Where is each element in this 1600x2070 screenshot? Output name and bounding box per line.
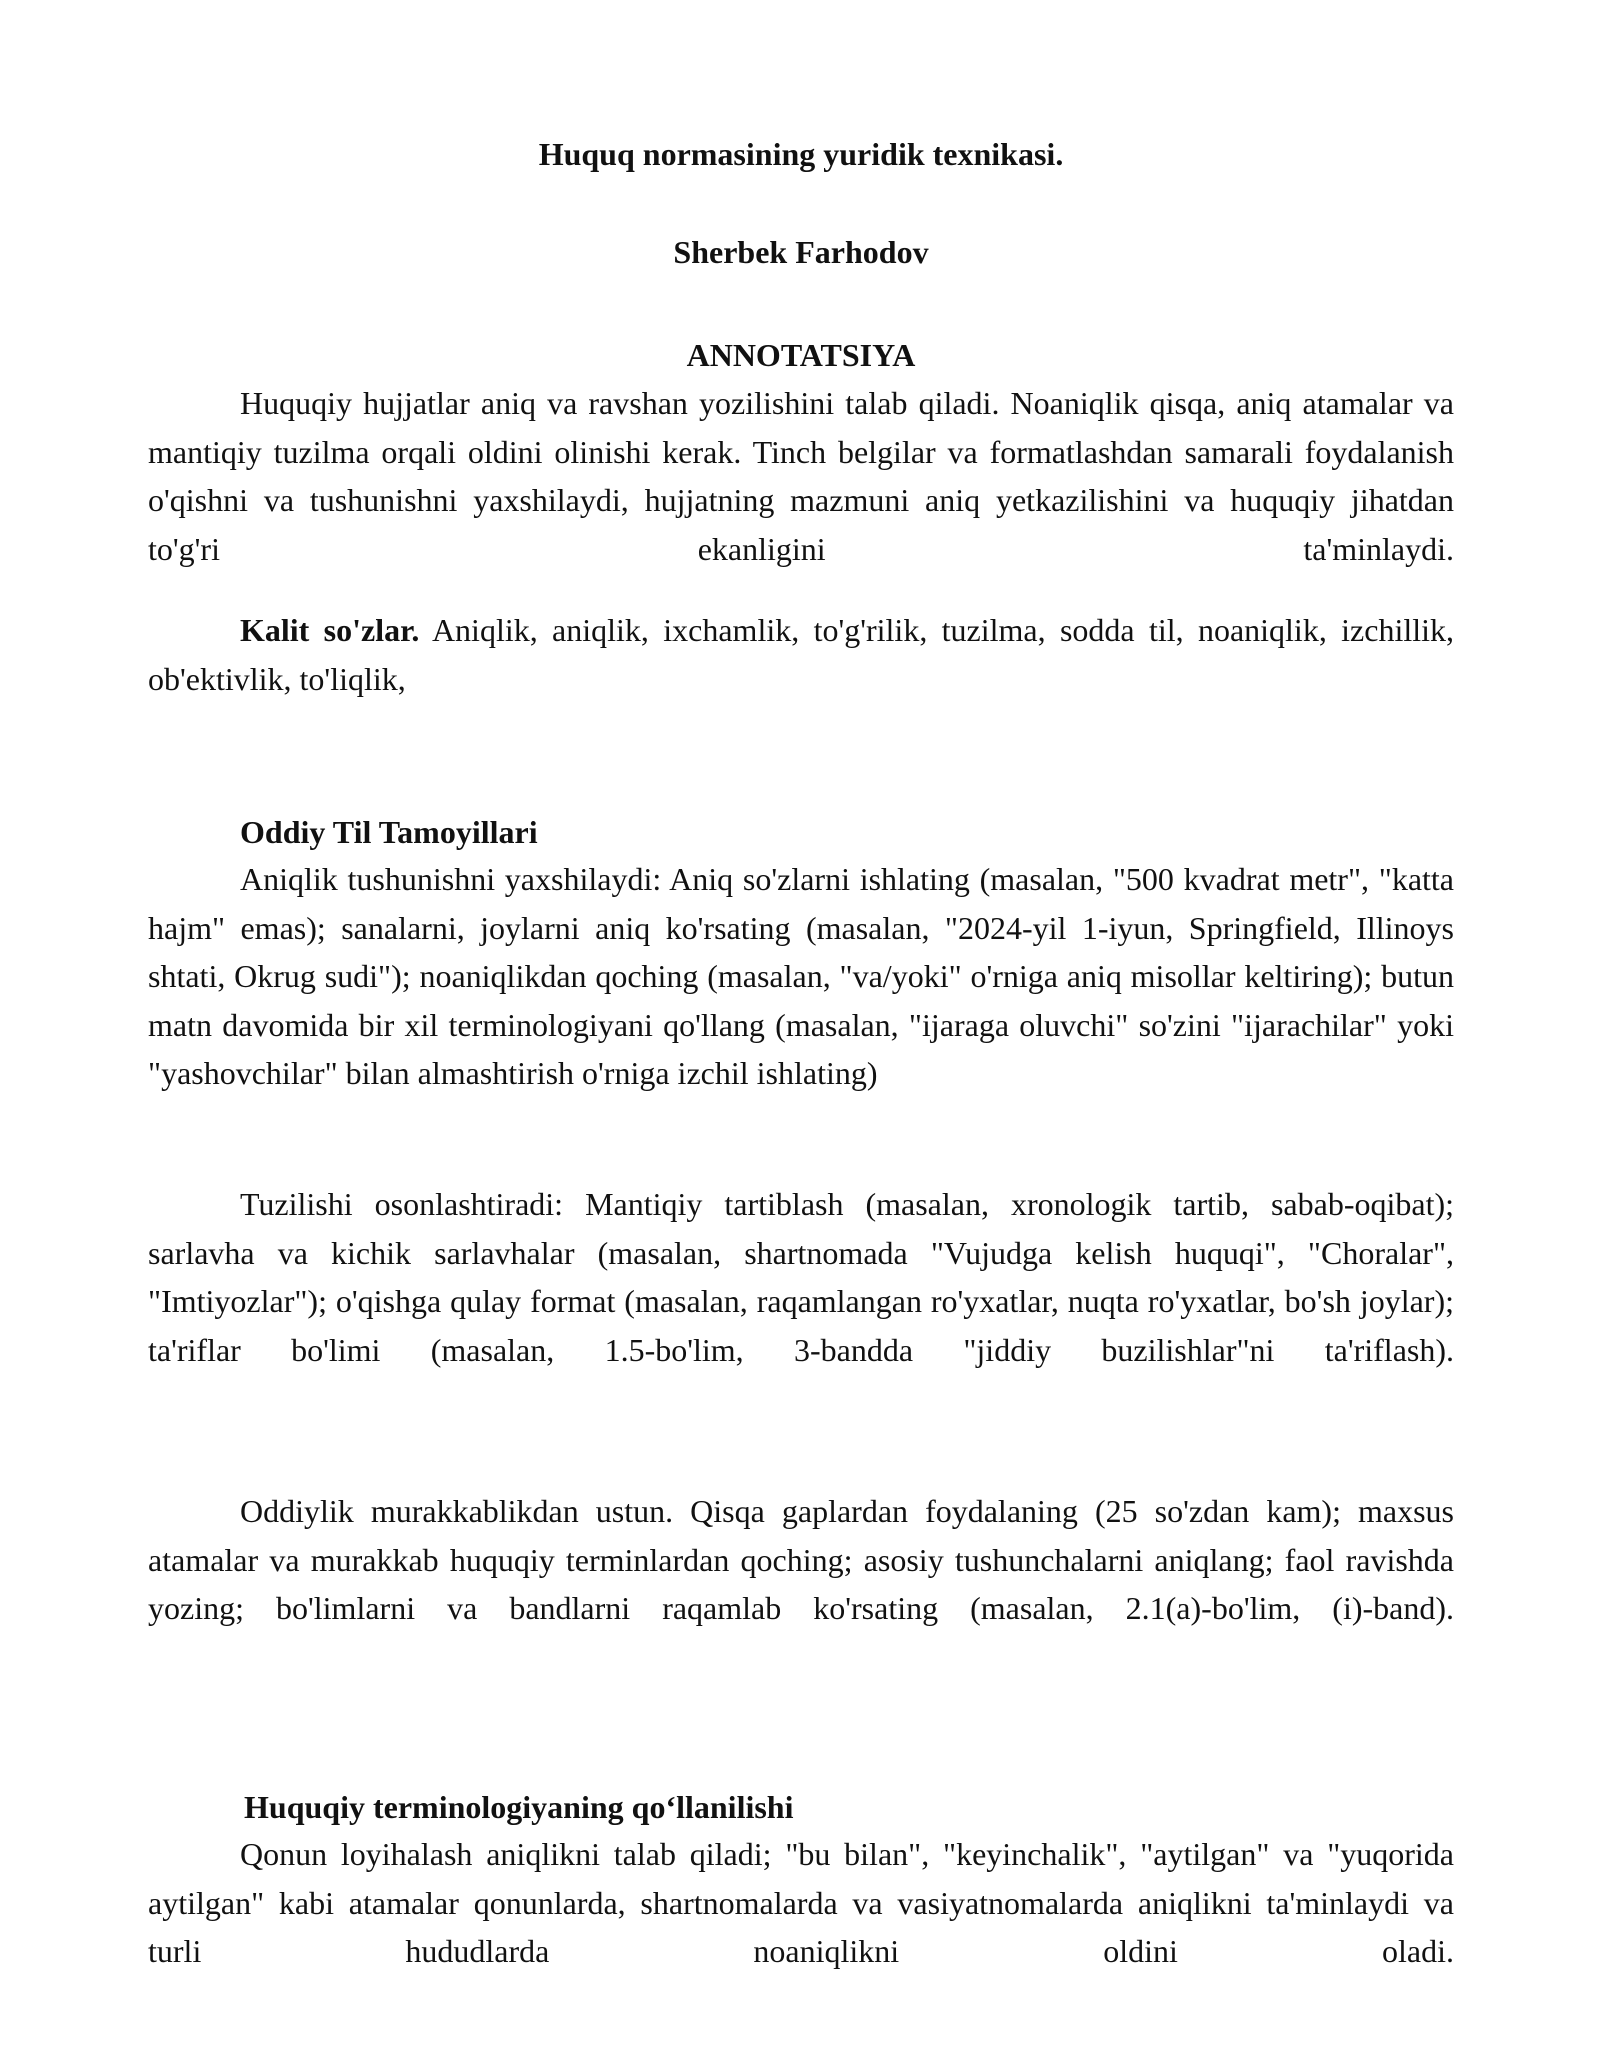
section-heading-legal-terminology: Huquqiy terminologiyaning qo‘llanilishi xyxy=(244,1789,794,1825)
paragraph-structure: Tuzilishi osonlashtiradi: Mantiqiy tartiblash (masalan, xronologik tartib, sabab-oqibat); sarlavha va kichik sarlavhalar (masalan, shartnomada "Vujudga kelish huquqi", "Choralar", "Imtiyozlar"); o'qishga qulay format (masalan, raqamlangan ro'yxatlar, nuqta ro'yxatlar, bo'sh joylar); ta'riflar bo'limi (masalan, 1.5-bo'lim, 3-bandda "jiddiy buzilishlar"ni ta'riflash). xyxy=(148,1186,1454,1368)
keywords-label: Kalit so'zlar. xyxy=(240,612,420,648)
author-name: Sherbek Farhodov xyxy=(673,234,929,270)
paragraph-legal-drafting: Qonun loyihalash aniqlikni talab qiladi; "bu bilan", "keyinchalik", "aytilgan" va "yuqorida aytilgan" kabi atamalar qonunlarda, shartnomalarda va vasiyatnomalarda aniqlikni ta'minlaydi va turli hududlarda noaniqlikni oldini oladi. xyxy=(148,1836,1454,1969)
paragraph-clarity: Aniqlik tushunishni yaxshilaydi: Aniq so'zlarni ishlating (masalan, "500 kvadrat metr", "katta hajm" emas); sanalarni, joylarni aniq ko'rsating (masalan, "2024-yil 1-iyun, Springfield, Illinoys shtati, Okrug sudi"); noaniqlikdan qoching (masalan, "va/yoki" o'rniga aniq misollar keltiring); butun matn davomida bir xil terminologiyani qo'llang (masalan, "ijaraga oluvchi" so'zini "ijarachilar" yoki "yashovchilar" bilan almashtirish o'rniga izchil ishlating) xyxy=(148,861,1454,1091)
keywords-text: Aniqlik, aniqlik, ixchamlik, to'g'rilik, tuzilma, sodda til, noaniqlik, izchillik, ob'ektivlik, to'liqlik, xyxy=(148,612,1455,697)
paragraph-simplicity: Oddiylik murakkablikdan ustun. Qisqa gaplardan foydalaning (25 so'zdan kam); maxsus atamalar va murakkab huquqiy terminlardan qoching; asosiy tushunchalarni aniqlang; faol ravishda yozing; bo'limlarni va bandlarni raqamlab ko'rsating (masalan, 2.1(a)-bo'lim, (i)-band). xyxy=(148,1493,1454,1626)
annotation-text: Huquqiy hujjatlar aniq va ravshan yozilishini talab qiladi. Noaniqlik qisqa, aniq atamalar va mantiqiy tuzilma orqali oldini olinishi kerak. Tinch belgilar va formatlashdan samarali foydalanish o'qishni va tushunishni yaxshilaydi, hujjatning mazmuni aniq yetkazilishini va huquqiy jihatdan to'g'ri ekanligini ta'minlaydi. xyxy=(148,385,1454,567)
annotation-heading: ANNOTATSIYA xyxy=(686,337,916,373)
document-title: Huquq normasining yuridik texnikasi. xyxy=(538,136,1064,172)
section-heading-plain-language: Oddiy Til Tamoyillari xyxy=(240,814,538,850)
keywords-paragraph xyxy=(148,606,1454,703)
